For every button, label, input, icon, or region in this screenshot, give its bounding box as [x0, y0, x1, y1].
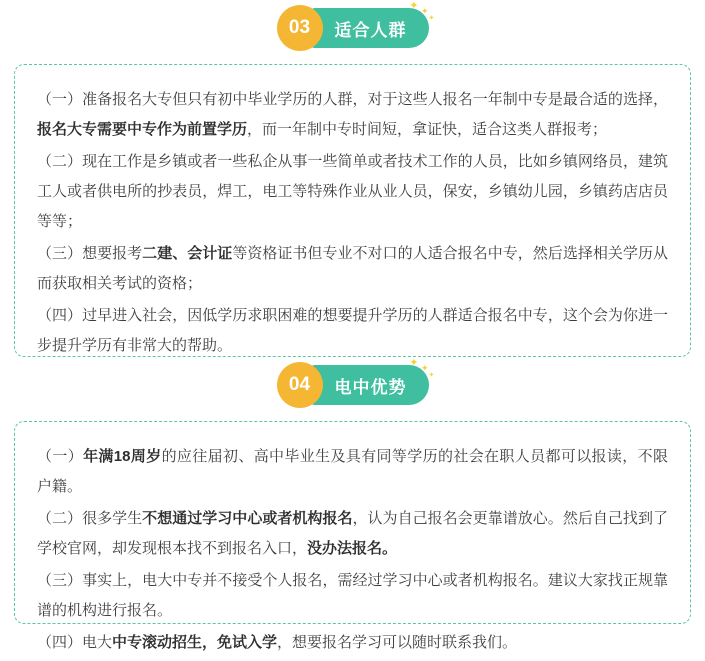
paragraph — [37, 442, 668, 502]
paragraph — [37, 566, 668, 626]
body-text: （四）过早进入社会，因低学历求职困难的想要提升学历的人群适合报名中专，这个会为你进一步提升学历有非常大的帮助。 — [37, 307, 668, 354]
section-number-badge: 04 — [277, 362, 323, 408]
sparkle-icon: ✦ — [428, 15, 435, 22]
section-content-box-03 — [14, 64, 691, 357]
sparkle-icon: ✦ — [428, 372, 435, 379]
emphasis-text: 不想通过学习中心或者机构报名 — [142, 510, 353, 527]
body-text: 等资格证书但专业不对口的人适合报名中专，然后选择相关学历从而获取相关考试的资格； — [37, 245, 668, 292]
emphasis-text: 中专滚动招生，免试入学 — [112, 634, 278, 651]
paragraph — [37, 301, 668, 361]
sparkle-icon: ✦ — [420, 6, 429, 16]
emphasis-text: 二建、会计证 — [142, 245, 233, 262]
paragraph — [37, 239, 668, 299]
body-text: ，认为自己报名会更靠谱放心。然后自己找到了学校官网，却发现根本找不到报名入口， — [37, 510, 668, 557]
body-text: （一）准备报名大专但只有初中毕业学历的人群，对于这些人报名一年制中专是最合适的选择， — [37, 91, 668, 108]
body-text: （三）想要报考 — [37, 245, 143, 262]
body-text: （四）电大 — [37, 634, 113, 651]
body-text: ，想要报名学习可以随时联系我们。 — [277, 634, 518, 651]
sparkle-icon: ✦ — [420, 363, 429, 373]
sparkle-icon: ✦ — [409, 0, 419, 12]
body-text: ，而一年制中专时间短，拿证快，适合这类人群报考； — [247, 121, 608, 138]
body-text: （一） — [37, 448, 84, 465]
section-badge-03 — [277, 0, 435, 51]
body-text: 的应往届初、高中毕业生及具有同等学历的社会在职人员都可以报读，不限户籍。 — [37, 448, 668, 495]
section-title-label: 适合人群 — [309, 8, 429, 48]
paragraph — [37, 504, 668, 564]
section-content-box-04 — [14, 421, 691, 651]
section-header-04 — [0, 357, 705, 413]
body-text: （三）事实上，电大中专并不接受个人报名，需经过学习中心或者机构报名。建议大家找正规靠谱的机构进行报名。 — [37, 572, 668, 619]
sparkle-icon: ✦ — [409, 357, 419, 369]
section-header-03 — [0, 0, 705, 56]
body-text: （二）很多学生 — [37, 510, 143, 527]
emphasis-text: 报名大专需要中专作为前置学历 — [37, 121, 248, 138]
emphasis-text: 没办法报名。 — [307, 540, 398, 557]
emphasis-text: 年满18周岁 — [83, 448, 162, 465]
section-title-label: 电中优势 — [309, 365, 429, 405]
section-badge-04 — [277, 357, 435, 408]
body-text: （二）现在工作是乡镇或者一些私企从事一些简单或者技术工作的人员，比如乡镇网络员，建筑工人或者供电所的抄表员，焊工，电工等特殊作业从业人员，保安，乡镇幼儿园，乡镇药店店员等等； — [37, 153, 668, 230]
paragraph — [37, 628, 668, 658]
paragraph — [37, 85, 668, 145]
paragraph — [37, 147, 668, 237]
section-number-badge: 03 — [277, 5, 323, 51]
